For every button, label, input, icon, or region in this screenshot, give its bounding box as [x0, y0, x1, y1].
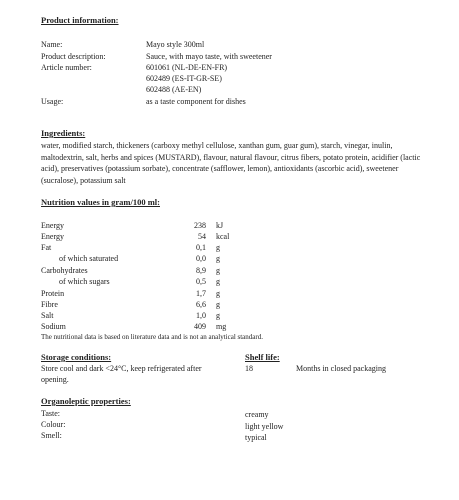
nutrition-unit: mg — [216, 322, 227, 331]
nutrition-label: Fibre — [41, 300, 58, 309]
nutrition-heading: Nutrition values in gram/100 ml: — [41, 197, 160, 207]
nutrition-unit: g — [216, 266, 220, 275]
article-number-value-2: 602489 (ES-IT-GR-SE) — [146, 74, 222, 83]
nutrition-value: 0,5 — [196, 277, 206, 286]
nutrition-note: The nutritional data is based on literature data and is not an analytical standard. — [41, 333, 263, 341]
product-name-label: Name: — [41, 40, 63, 49]
shelf-life-heading: Shelf life: — [245, 352, 280, 362]
usage-value: as a taste component for dishes — [146, 97, 246, 106]
article-number-value-3: 602488 (AE-EN) — [146, 85, 202, 94]
nutrition-label: of which sugars — [59, 277, 110, 286]
nutrition-value: 6,6 — [196, 300, 206, 309]
article-number-value-1: 601061 (NL-DE-EN-FR) — [146, 63, 228, 72]
nutrition-value: 1,0 — [196, 311, 206, 320]
nutrition-value: 409 — [194, 322, 206, 331]
storage-heading: Storage conditions: — [41, 352, 112, 362]
product-description-label: Product description: — [41, 52, 106, 61]
nutrition-value: 8,9 — [196, 266, 206, 275]
taste-value: creamy — [245, 410, 269, 419]
nutrition-unit: g — [216, 243, 220, 252]
nutrition-unit: g — [216, 300, 220, 309]
product-description-value: Sauce, with mayo taste, with sweetener — [146, 52, 272, 61]
nutrition-label: Sodium — [41, 322, 66, 331]
nutrition-label: Fat — [41, 243, 52, 252]
usage-label: Usage: — [41, 97, 64, 106]
colour-label: Colour: — [41, 420, 66, 429]
nutrition-unit: g — [216, 311, 220, 320]
nutrition-value: 0,1 — [196, 243, 206, 252]
nutrition-unit: kJ — [216, 221, 224, 230]
nutrition-label: Salt — [41, 311, 54, 320]
nutrition-value: 0,0 — [196, 254, 206, 263]
colour-value: light yellow — [245, 422, 284, 431]
product-heading: Product information: — [41, 15, 119, 25]
nutrition-label: Protein — [41, 289, 65, 298]
storage-text: Store cool and dark <24°C, keep refrigerated after opening. — [41, 364, 202, 384]
article-number-label: Article number: — [41, 63, 92, 72]
nutrition-unit: g — [216, 254, 220, 263]
nutrition-label: Energy — [41, 221, 64, 230]
taste-label: Taste: — [41, 409, 60, 418]
nutrition-unit: kcal — [216, 232, 230, 241]
nutrition-value: 54 — [198, 232, 206, 241]
smell-value: typical — [245, 433, 267, 442]
shelf-life-value: 18 — [245, 364, 253, 373]
smell-label: Smell: — [41, 431, 62, 440]
organoleptic-heading: Organoleptic properties: — [41, 396, 131, 406]
nutrition-label: Carbohydrates — [41, 266, 88, 275]
nutrition-unit: g — [216, 289, 220, 298]
nutrition-value: 1,7 — [196, 289, 206, 298]
nutrition-value: 238 — [194, 221, 206, 230]
nutrition-label: of which saturated — [59, 254, 119, 263]
nutrition-label: Energy — [41, 232, 64, 241]
product-name-value: Mayo style 300ml — [146, 40, 205, 49]
nutrition-unit: g — [216, 277, 220, 286]
ingredients-heading: Ingredients: — [41, 128, 86, 138]
ingredients-text: water, modified starch, thickeners (carboxy methyl cellulose, xanthan gum, guar gum), starch, vinegar, inulin, maltodextrin, salt, herbs and spices (MUSTARD), flavour, natural flavour, citrus fibers, potato protein, acidifier (lactic acid), preservatives (potassium sorbate), concentrate (safflower, lemon), antioxidants (ascorbic acid), sweetener (sucralose), potassium salt — [41, 141, 421, 185]
shelf-life-text: Months in closed packaging — [296, 364, 386, 373]
